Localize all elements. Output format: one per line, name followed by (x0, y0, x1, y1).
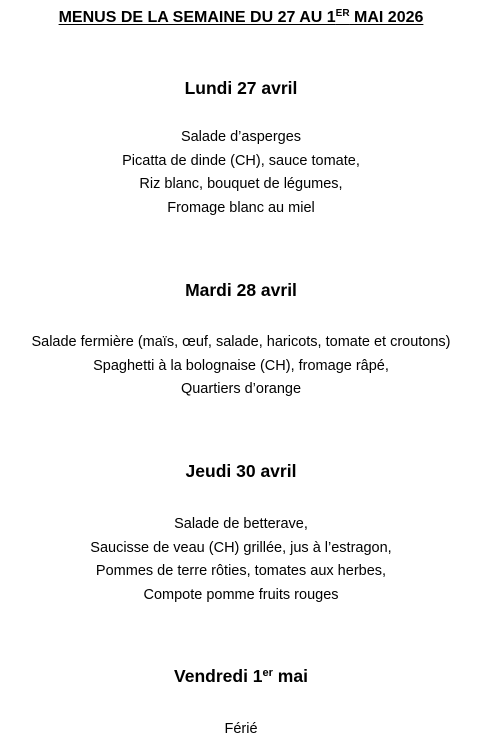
day-menu-vendredi (0, 718, 482, 742)
day-menu-lundi (0, 126, 482, 220)
menu-item: Saucisse de veau (CH) grillée, jus à l’estragon, (90, 539, 392, 556)
menu-item: Compote pomme fruits rouges (143, 586, 339, 603)
menu-item: Riz blanc, bouquet de légumes, (139, 176, 343, 192)
menu-item: Picatta de dinde (CH), sauce tomate, (122, 152, 360, 169)
day-heading-jeudi: Jeudi 30 avril (185, 461, 297, 481)
page-title (0, 7, 482, 29)
title-prefix: MENUS DE LA SEMAINE DU 27 AU 1 (58, 9, 336, 26)
title-suffix: MAI 2026 (349, 9, 424, 26)
menu-item: Pommes de terre rôties, tomates aux herbes, (95, 563, 387, 579)
page-title-text (59, 9, 424, 26)
day-menu-jeudi (0, 513, 482, 607)
menu-item: Fromage blanc au miel (167, 199, 315, 216)
menu-item: Spaghetti à la bolognaise (CH), fromage râpé, (93, 357, 389, 374)
day-menu-mardi (0, 331, 482, 402)
vendredi-heading-prefix: Vendredi 1 (174, 666, 263, 686)
day-heading-mardi: Mardi 28 avril (185, 280, 297, 300)
title-superscript: ER (335, 8, 350, 19)
menu-item: Férié (224, 721, 258, 737)
menu-item: Salade d’asperges (180, 129, 302, 145)
day-heading-lundi: Lundi 27 avril (184, 78, 298, 98)
menu-item: Salade fermière (maïs, œuf, salade, haricots, tomate et croutons) (31, 334, 451, 350)
vendredi-heading-superscript: er (262, 667, 273, 679)
menu-item: Quartiers d’orange (180, 381, 302, 397)
day-heading-vendredi (0, 665, 482, 687)
vendredi-heading-suffix: mai (272, 666, 308, 686)
menu-item: Salade de betterave, (174, 516, 308, 532)
